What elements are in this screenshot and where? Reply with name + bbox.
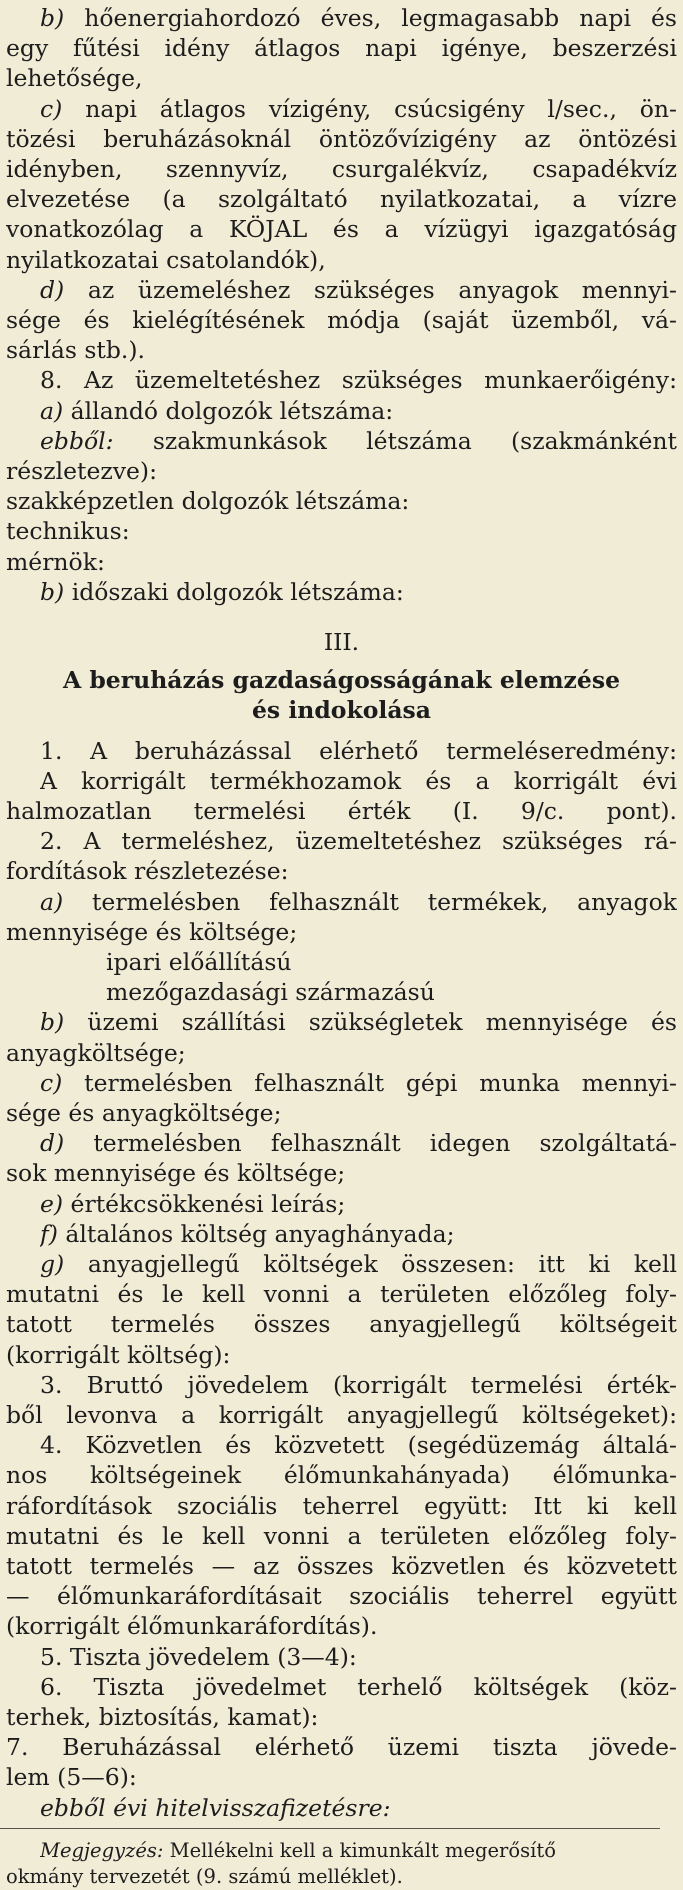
text-line: b) időszaki dolgozók létszáma:	[40, 577, 404, 606]
footnote: okmány tervezetét (9. számú melléklet).	[6, 1864, 403, 1888]
text-line: sok mennyisége és költsége;	[6, 1159, 346, 1188]
text-line: nos költségeinek élőmunkahányada) élőmunka-	[6, 1461, 677, 1490]
text-line: mutatni és le kell vonni a területen előzőleg foly-	[6, 1521, 677, 1550]
text-line: 6. Tiszta jövedelmet terhelő költségek (köz-	[40, 1672, 677, 1701]
text-line: 2. A termeléshez, üzemeltetéshez szükséges rá-	[40, 827, 677, 856]
text-line: mérnök:	[6, 547, 105, 576]
text-line: mutatni és le kell vonni a területen előzőleg foly-	[6, 1280, 677, 1309]
text-line: 5. Tiszta jövedelem (3—4):	[40, 1642, 357, 1671]
text-line: b) hőenergiahordozó éves, legmagasabb napi és	[40, 4, 677, 32]
text-line: ből levonva a korrigált anyagjellegű költségeket):	[6, 1401, 677, 1429]
section-title: és indokolása	[251, 696, 432, 725]
text-line: tatott termelés összes anyagjellegű költségeit	[6, 1310, 677, 1339]
text-line: A korrigált termékhozamok és a korrigált évi	[40, 766, 677, 795]
text-line: f) általános költség anyaghányada;	[40, 1219, 455, 1248]
text-line: terhek, biztosítás, kamat):	[6, 1703, 319, 1731]
text-line: a) termelésben felhasznált termékek, anyagok	[40, 887, 677, 916]
text-line: 7. Beruházással elérhető üzemi tiszta jövede-	[6, 1733, 677, 1762]
text-line: idényben, szennyvíz, csurgalékvíz, csapadékvíz	[6, 155, 677, 183]
text-line: 4. Közvetlen és közvetett (segédüzemág általá-	[40, 1431, 677, 1460]
text-line: részletezve):	[6, 457, 158, 485]
section-title: A beruházás gazdaságosságának elemzése	[62, 666, 621, 695]
text-line: tözési beruházásoknál öntözővízigény az öntözési	[6, 124, 677, 153]
text-line: d) termelésben felhasznált idegen szolgáltatá-	[40, 1129, 677, 1158]
text-line: 1. A beruházással elérhető termeléseredmény:	[40, 736, 677, 765]
text-line: vonatkozólag a KÖJAL és a vízügyi igazgatóság	[6, 215, 677, 244]
text-line: anyagköltsége;	[6, 1038, 186, 1067]
text-line: szakképzetlen dolgozók létszáma:	[6, 487, 410, 516]
text-line: mezőgazdasági származású	[106, 978, 435, 1007]
text-line: a) állandó dolgozók létszáma:	[40, 396, 394, 425]
footnote-divider	[0, 1828, 660, 1829]
text-line: — élőmunkaráfordításait szociális teherrel együtt	[6, 1582, 677, 1611]
text-line: d) az üzemeléshez szükséges anyagok mennyi-	[40, 275, 677, 304]
text-line: elvezetése (a szolgáltató nyilatkozatai, a vízre	[6, 185, 677, 214]
text-line: 3. Bruttó jövedelem (korrigált termelési érték-	[40, 1370, 677, 1399]
text-line: fordítások részletezése:	[6, 857, 289, 886]
text-line: ipari előállítású	[106, 948, 292, 976]
text-line: g) anyagjellegű költségek összesen: itt ki kell	[40, 1250, 677, 1278]
text-line: 8. Az üzemeltetéshez szükséges munkaerőigény:	[40, 366, 677, 395]
text-line: ebből évi hitelvisszafizetésre:	[40, 1793, 391, 1822]
footnote: Megjegyzés: Mellékelni kell a kimunkált megerősítő	[40, 1838, 556, 1862]
text-line: technikus:	[6, 517, 130, 546]
text-line: ebből: szakmunkások létszáma (szakmánként	[40, 426, 677, 455]
text-line: mennyisége és költsége;	[6, 917, 298, 946]
text-line: ráfordítások szociális teherrel együtt: Itt ki kell	[6, 1491, 677, 1520]
text-line: (korrigált élőmunkaráfordítás).	[6, 1612, 378, 1641]
footnote-label: Megjegyzés:	[40, 1838, 164, 1862]
text-line: sárlás stb.).	[6, 336, 146, 365]
text-line: lem (5—6):	[6, 1763, 137, 1792]
text-line: halmozatlan termelési érték (I. 9/c. pont).	[6, 797, 677, 825]
text-line: (korrigált költség):	[6, 1340, 231, 1369]
section-number: III.	[323, 628, 360, 656]
text-line: nyilatkozatai csatolandók),	[6, 245, 326, 274]
text-line: sége és anyagköltsége;	[6, 1099, 282, 1127]
text-line: c) napi átlagos vízigény, csúcsigény l/sec., ön-	[40, 94, 677, 123]
text-line: c) termelésben felhasznált gépi munka mennyi-	[40, 1068, 677, 1097]
text-line: egy fűtési idény átlagos napi igénye, beszerzési	[6, 34, 677, 63]
text-line: b) üzemi szállítási szükségletek mennyisége és	[40, 1008, 677, 1037]
text-line: lehetősége,	[6, 64, 143, 93]
text-line: e) értékcsökkenési leírás;	[40, 1189, 346, 1218]
text-line: tatott termelés — az összes közvetlen és közvetett	[6, 1552, 677, 1580]
text-line: sége és kielégítésének módja (saját üzemből, vá-	[6, 306, 677, 334]
